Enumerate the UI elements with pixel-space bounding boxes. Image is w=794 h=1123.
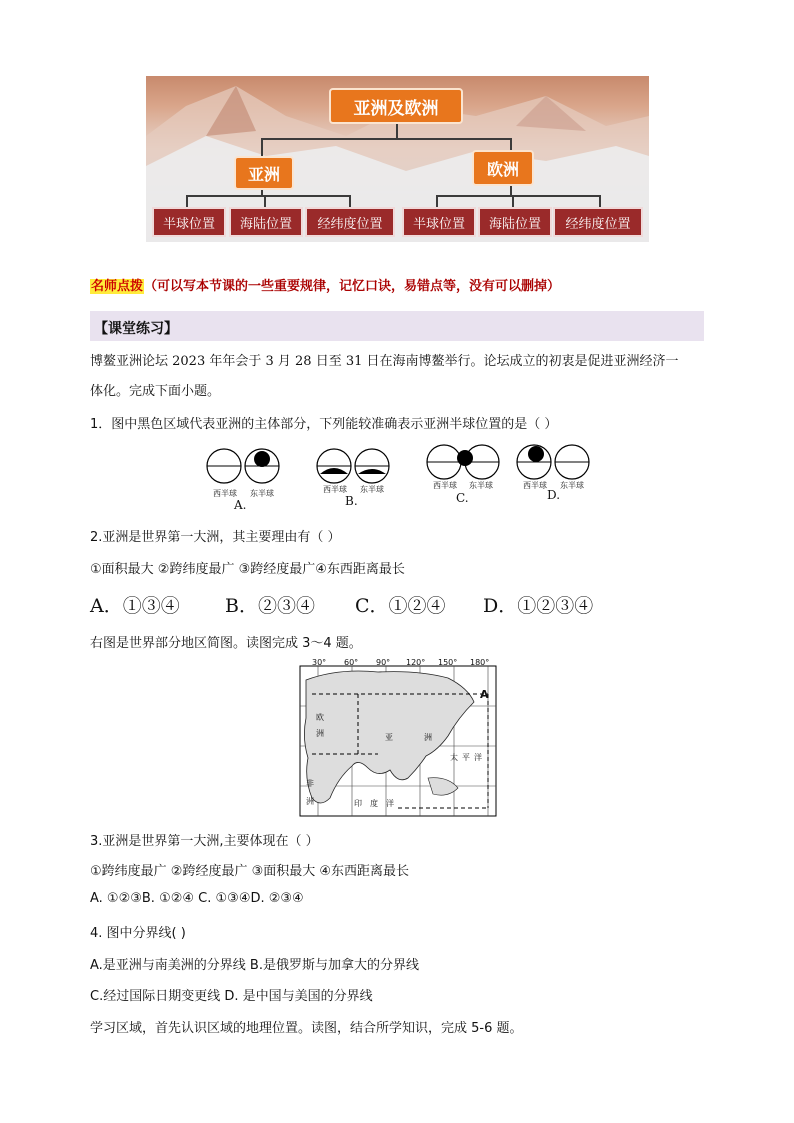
map-label-ya: 亚 [385,733,393,742]
practice-title: 【课堂练习】 [94,321,178,337]
practice-intro-line1: 博鳌亚洲论坛 2023 年年会于 3 月 28 日至 31 日在海南博鳌举行。论坛成立的初衷是促进亚洲经济一 [90,354,679,369]
q1-option-d: D. [547,488,561,502]
europe-leaf-land-sea: 海陆位置 [478,207,552,237]
q2-option-d: D．①②③④ [483,595,594,617]
practice-intro-line2: 体化。完成下面小题。 [90,384,221,399]
q1-option-a: A. [234,498,247,512]
q1-a-east: 东半球 [250,489,274,498]
tip-label: 名师点拨 [91,279,144,294]
map-label-zhou3: 洲 [306,797,314,806]
q1-stem: 1．图中黑色区域代表亚洲的主体部分，下列能较准确表示亚洲半球位置的是（ ） [90,417,558,432]
map-label-fei: 非 [306,779,314,788]
map-label-yang2: 洋 [386,799,394,808]
map-label-a: A [480,688,489,701]
q4-stem: 4. 图中分界线( ) [90,926,186,941]
europe-leaf-lat-lon: 经纬度位置 [553,207,643,237]
map-label-yin: 印 [354,799,362,808]
lon-120: 120° [406,658,426,667]
q4-line2: C.经过国际日期变更线 D. 是中国与美国的分界线 [90,989,373,1004]
mind-map-banner [146,76,649,242]
closing-line: 学习区域，首先认识区域的地理位置。读图，结合所学知识，完成 5-6 题。 [90,1021,523,1036]
q1-b-east: 东半球 [360,485,384,494]
lon-150: 150° [438,658,458,667]
map-label-tai: 太 [450,753,458,762]
q4-line1: A.是亚洲与南美洲的分界线 B.是俄罗斯与加拿大的分界线 [90,958,419,973]
q1-c-east: 东半球 [469,481,493,490]
map-intro: 右图是世界部分地区简图。读图完成 3～4 题。 [90,636,362,651]
root-node: 亚洲及欧洲 [329,88,463,124]
map-label-ping: 平 [462,753,470,762]
q3-options: A. ①②③B. ①②④ C. ①③④D. ②③④ [90,891,304,906]
q1-d-east: 东半球 [560,481,584,490]
europe-node: 欧洲 [472,150,534,186]
q1-d-west: 西半球 [523,481,547,490]
tip-text: （可以写本节课的一些重要规律，记忆口诀，易错点等，没有可以删掉） [144,279,561,294]
q1-c-west: 西半球 [433,481,457,490]
lon-180: 180° [470,658,490,667]
lon-90: 90° [376,658,391,667]
q2-stem: 2.亚洲是世界第一大洲，其主要理由有（ ） [90,530,341,545]
q1-option-c: C. [456,491,469,505]
asia-leaf-land-sea: 海陆位置 [229,207,303,237]
map-label-zhou1: 洲 [316,729,324,738]
q1-b-west: 西半球 [323,485,347,494]
teacher-tip [90,275,560,294]
q3-stem: 3.亚洲是世界第一大洲,主要体现在（ ） [90,834,319,849]
europe-leaf-hemisphere: 半球位置 [402,207,476,237]
asia-leaf-lat-lon: 经纬度位置 [305,207,395,237]
asia-node: 亚洲 [234,156,294,190]
world-region-map [298,658,498,818]
lon-60: 60° [344,658,359,667]
lon-30: 30° [312,658,327,667]
map-label-zhou2: 洲 [424,733,432,742]
q3-items: ①跨纬度最广 ②跨经度最广 ③面积最大 ④东西距离最长 [90,864,410,879]
practice-header-bar [90,311,704,341]
q1-a-west: 西半球 [213,489,237,498]
map-label-yang1: 洋 [474,753,482,762]
q2-option-a: A．①③④ [90,595,180,617]
q2-option-b: B．②③④ [225,595,315,617]
map-label-du: 度 [370,799,378,808]
map-label-ou: 欧 [316,713,324,722]
asia-leaf-hemisphere: 半球位置 [152,207,226,237]
q2-option-c: C．①②④ [355,595,446,617]
q1-option-b: B. [345,494,358,508]
q2-items: ①面积最大 ②跨纬度最广 ③跨经度最广④东西距离最长 [90,562,405,577]
